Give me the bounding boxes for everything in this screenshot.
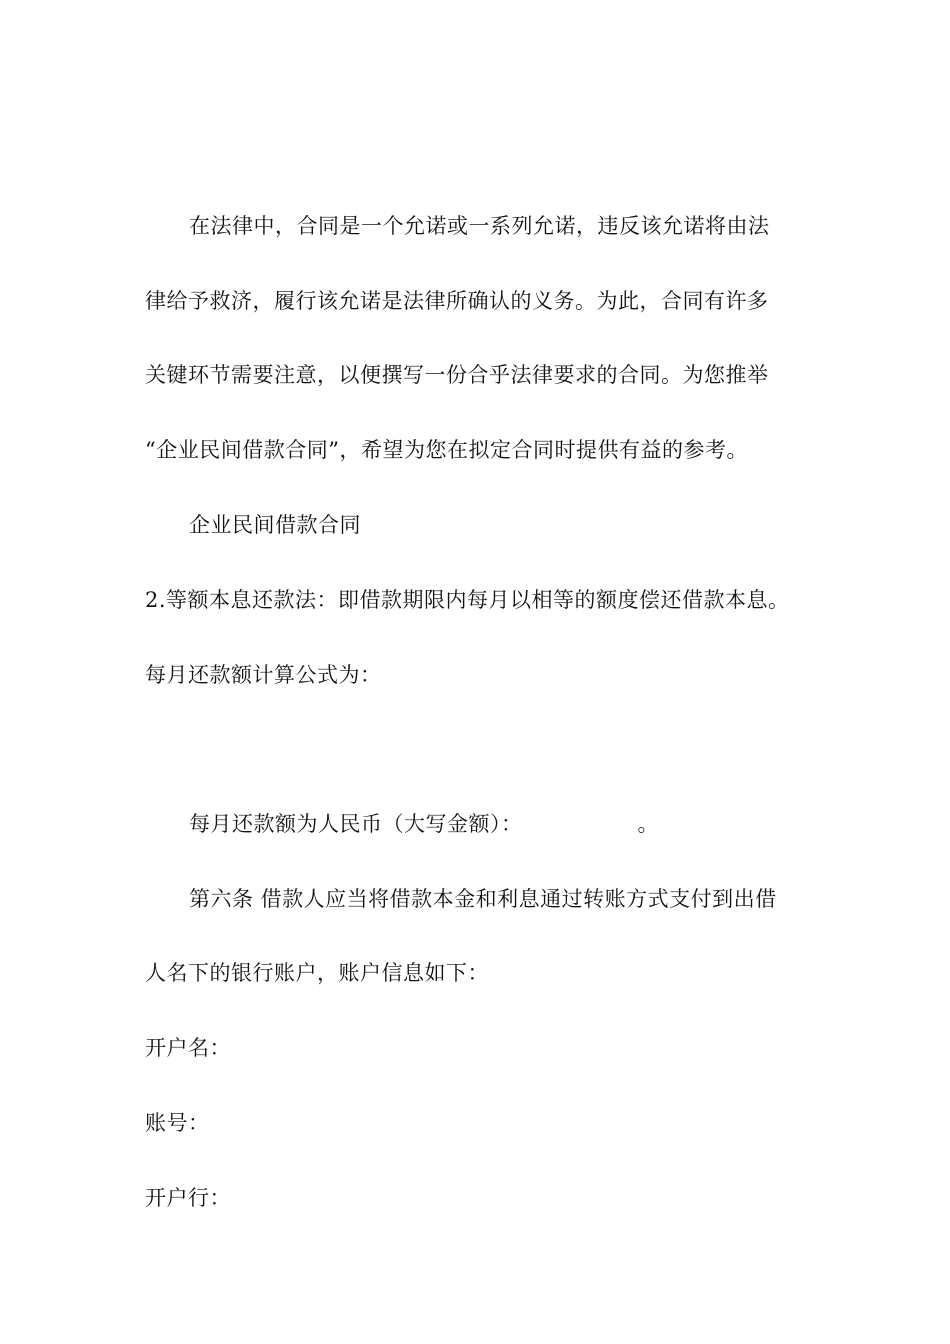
monthly-amount-line xyxy=(189,809,869,839)
intro-paragraph-line-2: 律给予救济，履行该允诺是法律所确认的义务。为此，合同有许多 xyxy=(145,289,769,313)
repayment-formula-label: 每月还款额计算公式为： xyxy=(145,663,382,687)
account-name-label: 开户名： xyxy=(145,1036,231,1060)
account-bank-label: 开户行： xyxy=(145,1186,231,1210)
repayment-method-line: 2.等额本息还款法：即借款期限内每月以相等的额度偿还借款本息。 xyxy=(145,588,790,612)
article-six-line-2: 人名下的银行账户，账户信息如下： xyxy=(145,961,489,985)
contract-title: 企业民间借款合同 xyxy=(189,513,361,537)
intro-paragraph-line-4: “企业民间借款合同”，希望为您在拟定合同时提供有益的参考。 xyxy=(145,438,748,462)
monthly-amount-period: 。 xyxy=(637,812,659,836)
account-number-label: 账号： xyxy=(145,1111,210,1135)
article-six-line-1: 第六条 借款人应当将借款本金和利息通过转账方式支付到出借 xyxy=(189,887,777,911)
intro-paragraph-line-1: 在法律中，合同是一个允诺或一系列允诺，违反该允诺将由法 xyxy=(189,214,770,238)
intro-paragraph-line-3: 关键环节需要注意，以便撰写一份合乎法律要求的合同。为您推举 xyxy=(145,363,769,387)
monthly-amount-label: 每月还款额为人民币（大写金额）： xyxy=(189,812,523,836)
